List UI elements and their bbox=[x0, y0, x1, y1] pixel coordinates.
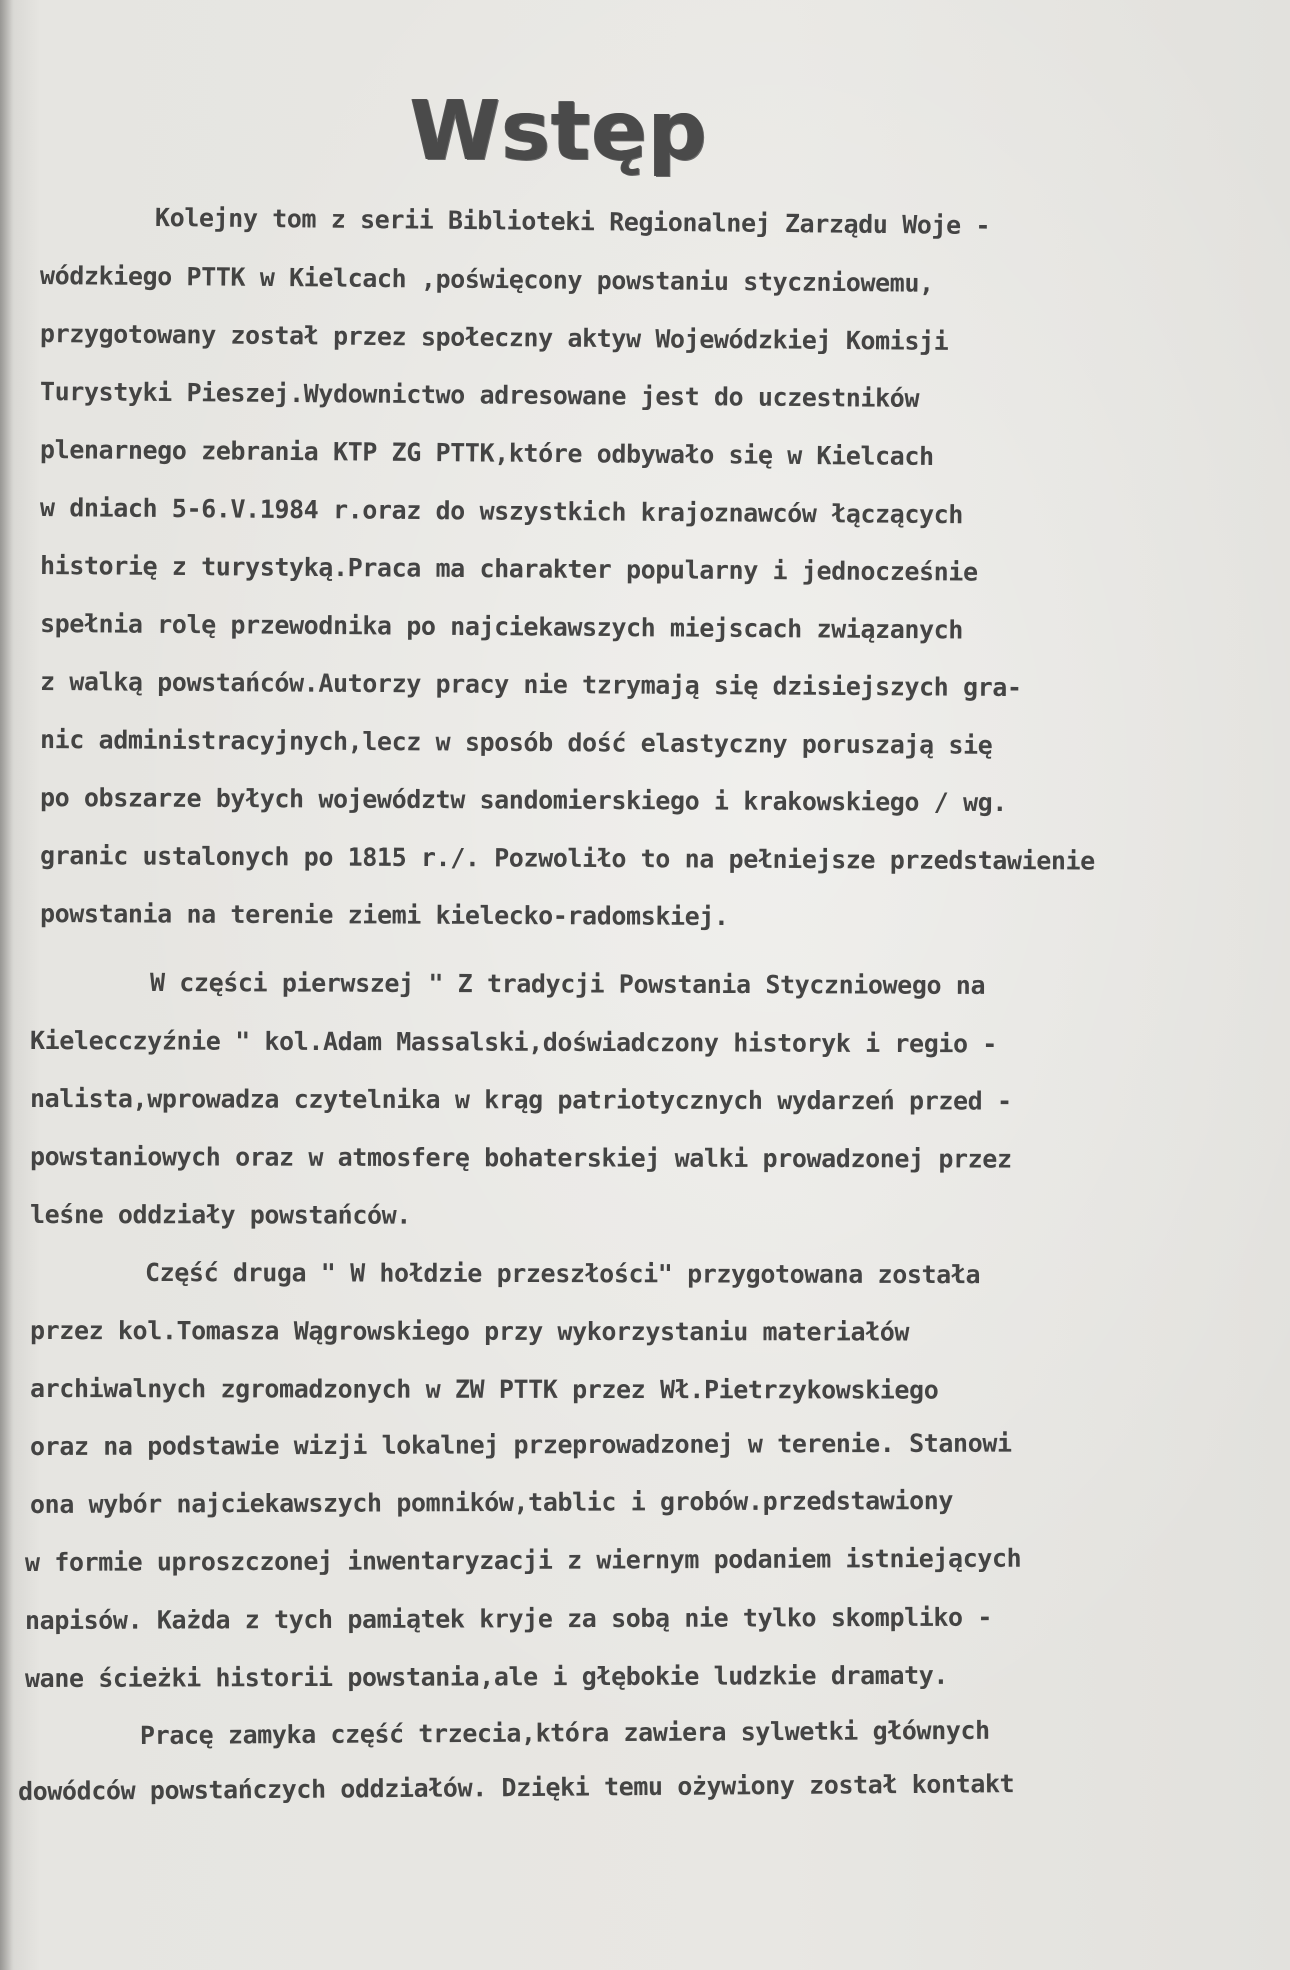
text-line: nic administracyjnych,lecz w sposób dość elastyczny poruszają się bbox=[39, 725, 993, 760]
text-line: spełnia rolę przewodnika po najciekawszych miejscach związanych bbox=[39, 609, 964, 645]
text-line: leśne oddziały powstańców. bbox=[29, 1200, 411, 1230]
binding-shadow bbox=[0, 0, 14, 1970]
text-line: Pracę zamyka część trzecia,która zawiera sylwetki głównych bbox=[139, 1715, 990, 1750]
text-line: przez kol.Tomasza Wągrowskiego przy wykorzystaniu materiałów bbox=[29, 1316, 910, 1347]
text-line: granic ustalonych po 1815 r./. Pozwoliło to na pełniejsze przedstawienie bbox=[39, 841, 1095, 876]
text-line: oraz na podstawie wizji lokalnej przeprowadzonej w terenie. Stanowi bbox=[29, 1428, 1012, 1461]
text-line: powstaniowych oraz w atmosferę bohaterskiej walki prowadzonej przez bbox=[29, 1142, 1012, 1174]
text-line: plenarnego zebrania KTP ZG PTTK,które odbywało się w Kielcach bbox=[39, 435, 934, 472]
text-line: w dniach 5-6.V.1984 r.oraz do wszystkich krajoznawców łączących bbox=[39, 493, 964, 530]
text-line: Turystyki Pieszej.Wydownictwo adresowane jest do uczestników bbox=[39, 377, 920, 413]
text-line: Kolejny tom z serii Biblioteki Regionalnej Zarządu Woje - bbox=[154, 203, 991, 241]
text-line: po obszarze byłych województw sandomierskiego i krakowskiego / wg. bbox=[39, 783, 1008, 818]
text-line: powstania na terenie ziemi kielecko-radomskiej. bbox=[39, 899, 729, 932]
page-title: Wstęp bbox=[410, 84, 708, 179]
text-line: Część druga " W hołdzie przeszłości" przygotowana została bbox=[144, 1258, 981, 1290]
text-line: archiwalnych zgromadzonych w ZW PTTK przez Wł.Pietrzykowskiego bbox=[29, 1374, 939, 1405]
text-line: wódzkiego PTTK w Kielcach ,poświęcony powstaniu styczniowemu, bbox=[39, 261, 934, 298]
text-line: wane ścieżki historii powstania,ale i głębokie ludzkie dramaty. bbox=[24, 1660, 949, 1693]
text-line: napisów. Każda z tych pamiątek kryje za sobą nie tylko skompliko - bbox=[24, 1602, 993, 1635]
text-line: w formie uproszczonej inwentaryzacji z wiernym podaniem istniejących bbox=[24, 1543, 1022, 1577]
text-line: nalista,wprowadza czytelnika w krąg patriotycznych wydarzeń przed - bbox=[29, 1084, 1012, 1116]
text-line: dowódców powstańczych oddziałów. Dzięki temu ożywiony został kontakt bbox=[17, 1769, 1015, 1806]
text-line: przygotowany został przez społeczny aktyw Wojewódzkiej Komisji bbox=[39, 319, 949, 356]
text-line: ona wybór najciekawszych pomników,tablic i grobów.przedstawiony bbox=[29, 1485, 954, 1519]
text-line: W części pierwszej " Z tradycji Powstania Styczniowego na bbox=[149, 968, 986, 1000]
text-line: Kielecczyźnie " kol.Adam Massalski,doświadczony historyk i regio - bbox=[29, 1026, 998, 1059]
text-line: historię z turystyką.Praca ma charakter popularny i jednocześnie bbox=[39, 551, 978, 587]
text-line: z walką powstańców.Autorzy pracy nie tzrymają się dzisiejszych gra- bbox=[39, 667, 1022, 702]
